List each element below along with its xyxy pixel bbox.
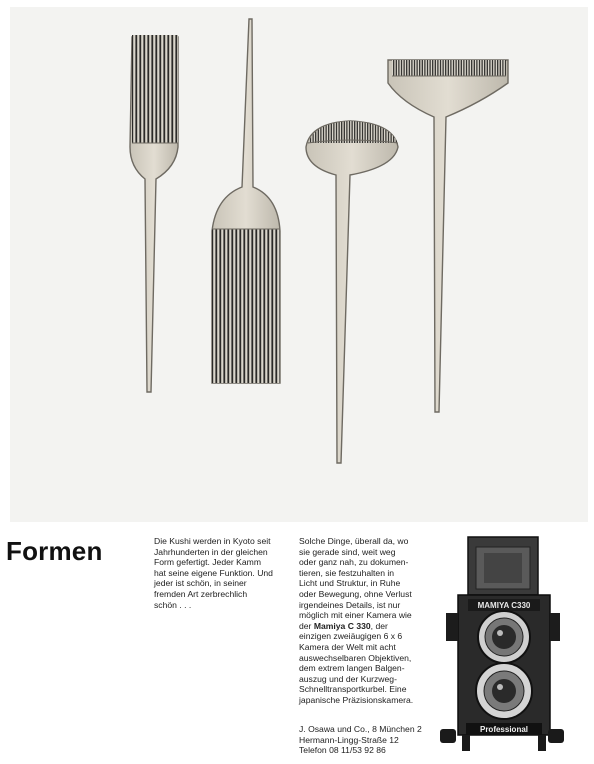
body-text [299, 536, 413, 706]
company-address [299, 724, 422, 756]
body-line: irgendeines Details, ist nur [299, 599, 401, 610]
address-line: Telefon 08 11/53 92 86 [299, 745, 386, 756]
brand-name: Mamiya C 330 [313, 620, 371, 631]
address-line: J. Osawa und Co., 8 München 2 [299, 724, 422, 734]
body-line: oder Bewegung, ohne Verlust [299, 588, 412, 599]
body-line-brand [299, 621, 413, 632]
comb-1 [130, 35, 178, 392]
intro-line: Die Kushi werden in Kyoto seit [154, 536, 271, 546]
brand-prefix: der [299, 620, 314, 631]
comb-2 [212, 19, 280, 383]
body-line: tieren, sie festzuhalten in [299, 567, 395, 578]
camera-nameplate: MAMIYA C330 [477, 601, 531, 610]
body-line: oder ganz nah, zu dokumen- [299, 557, 409, 568]
body-line: sie gerade sind, weit weg [299, 546, 396, 557]
intro-line: fremden Art zerbrechlich [154, 588, 248, 599]
camera-badge: Professional [479, 725, 529, 734]
intro-line: schön . . . [154, 599, 192, 610]
body-line: Solche Dinge, überall da, wo [299, 536, 409, 546]
body-line: möglich mit einer Kamera wie [299, 610, 412, 621]
body-line: Licht und Struktur, in Ruhe [299, 578, 401, 589]
body-line: japanische Präzisionskamera. [299, 694, 414, 705]
body-line: auszug und der Kurzweg- [299, 673, 397, 684]
intro-line: hat seine eigene Funktion. Und [154, 567, 273, 578]
body-line: einzigen zweiäugigen 6 x 6 [299, 631, 403, 642]
comb-4 [388, 60, 508, 412]
body-line: dem extrem langen Balgen- [299, 663, 405, 674]
address-line: Hermann-Lingg-Straße 12 [299, 734, 399, 745]
body-line: Schnelltransportkurbel. Eine [299, 684, 407, 695]
intro-line: jeder ist schön, in seiner [154, 578, 247, 589]
intro-line: Form gefertigt. Jeder Kamm [154, 557, 261, 568]
intro-line: Jahrhunderten in der gleichen [154, 546, 268, 557]
intro-text [154, 536, 273, 610]
brand-suffix: , der [370, 620, 388, 631]
body-line: auswechselbaren Objektiven, [299, 652, 412, 663]
camera-photo [440, 533, 564, 757]
comb-3 [306, 121, 398, 463]
body-line: Kamera der Welt mit acht [299, 641, 396, 652]
page-heading: Formen [6, 536, 103, 566]
combs-photo [10, 7, 588, 522]
